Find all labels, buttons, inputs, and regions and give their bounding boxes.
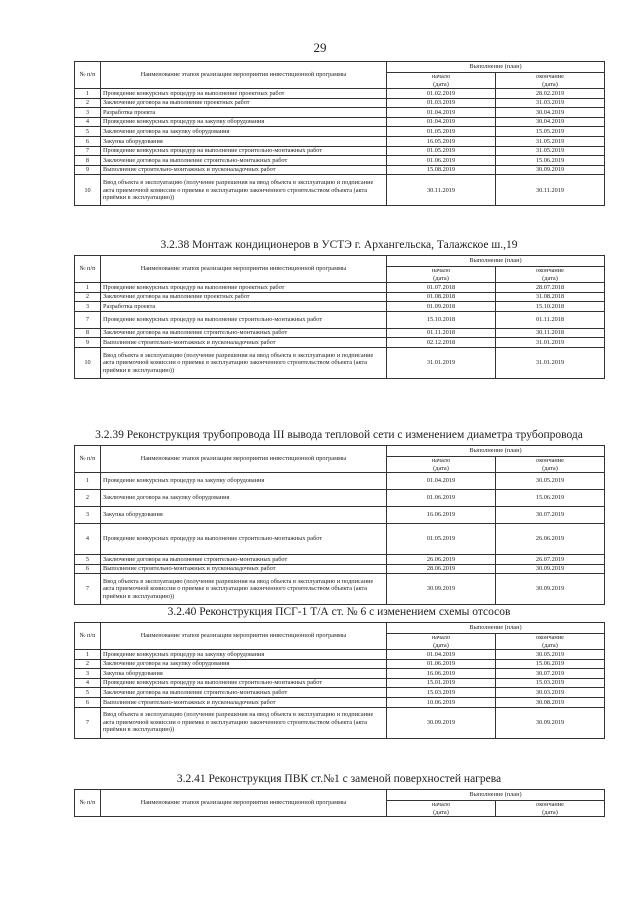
row-start-date: 01.07.2018 — [387, 283, 496, 293]
header-name: Наименование этапов реализации мероприятия инвестиционной программы — [101, 790, 387, 817]
header-start: начало (дата) — [387, 457, 496, 473]
row-start-date: 01.04.2019 — [387, 117, 496, 127]
header-num: № п/п — [75, 623, 101, 650]
header-end: окончание (дата) — [496, 73, 605, 89]
row-end-date: 15.10.2018 — [496, 302, 605, 312]
row-number: 8 — [75, 156, 101, 166]
table-row — [75, 98, 605, 108]
header-start: начало (дата) — [387, 73, 496, 89]
row-name: Проведение конкурсных процедур на выполнение строительно-монтажных работ — [101, 146, 387, 156]
schedule-table — [74, 622, 605, 739]
row-end-date: 15.06.2019 — [496, 490, 605, 507]
row-end-date: 31.01.2019 — [496, 347, 605, 378]
row-end-date: 30.04.2019 — [496, 117, 605, 127]
header-exec: Выполнение (план) — [387, 790, 605, 801]
row-end-date: 31.03.2019 — [496, 98, 605, 108]
row-number: 1 — [75, 650, 101, 660]
row-name: Проведение конкурсных процедур на выполнение проектных работ — [101, 283, 387, 293]
table-row — [75, 127, 605, 137]
row-end-date: 31.05.2019 — [496, 146, 605, 156]
row-number: 6 — [75, 564, 101, 574]
row-name: Проведение конкурсных процедур на выполнение проектных работ — [101, 89, 387, 99]
section-2 — [74, 238, 604, 379]
row-start-date: 16.06.2019 — [387, 507, 496, 524]
header-num: № п/п — [75, 62, 101, 89]
row-start-date: 01.06.2019 — [387, 659, 496, 669]
row-end-date: 31.08.2018 — [496, 292, 605, 302]
table-row — [75, 283, 605, 293]
header-exec: Выполнение (план) — [387, 623, 605, 634]
row-end-date: 15.06.2019 — [496, 659, 605, 669]
header-name: Наименование этапов реализации мероприятия инвестиционной программы — [101, 623, 387, 650]
section-4 — [74, 605, 604, 739]
row-start-date: 01.04.2019 — [387, 473, 496, 490]
table-row — [75, 678, 605, 688]
schedule-table — [74, 61, 605, 206]
row-name: Ввод объекта в эксплуатацию (получение разрешения на ввод объекта в эксплуатацию и подписание акта приемочной комиссии о приемке в эксплуатацию законченного строительством объекта (акта приёмки в эксплуатацию)) — [101, 347, 387, 378]
table-row — [75, 136, 605, 146]
row-number: 1 — [75, 283, 101, 293]
row-name: Ввод объекта в эксплуатацию (получение разрешения на ввод объекта в эксплуатацию и подписание акта приемочной комиссии о приемке в эксплуатацию законченного строительством объекта (акта приёмки в эксплуатацию)) — [101, 707, 387, 738]
row-name: Проведение конкурсных процедур на выполнение строительно-монтажных работ — [101, 524, 387, 555]
row-number: 3 — [75, 669, 101, 679]
table-row — [75, 311, 605, 328]
row-name: Ввод объекта в эксплуатацию (получение разрешения на ввод объекта в эксплуатацию и подписание акта приемочной комиссии о приемке в эксплуатацию законченного строительством объекта (акта приёмки в эксплуатацию)) — [101, 574, 387, 605]
row-name: Выполнение строительно-монтажных и пусконаладочных работ — [101, 165, 387, 175]
row-number: 6 — [75, 697, 101, 707]
row-start-date: 01.05.2019 — [387, 146, 496, 156]
row-start-date: 16.05.2019 — [387, 136, 496, 146]
row-end-date: 30.09.2019 — [496, 707, 605, 738]
row-start-date: 01.09.2018 — [387, 302, 496, 312]
row-start-date: 15.01.2019 — [387, 678, 496, 688]
row-number: 4 — [75, 678, 101, 688]
row-end-date: 30.11.2018 — [496, 328, 605, 338]
row-number: 7 — [75, 311, 101, 328]
row-start-date: 10.06.2019 — [387, 697, 496, 707]
header-exec: Выполнение (план) — [387, 256, 605, 267]
table-row — [75, 117, 605, 127]
table-row — [75, 156, 605, 166]
row-end-date: 30.09.2019 — [496, 165, 605, 175]
row-end-date: 15.06.2019 — [496, 156, 605, 166]
table-row — [75, 650, 605, 660]
row-name: Проведение конкурсных процедур на закупку оборудования — [101, 117, 387, 127]
row-number: 5 — [75, 688, 101, 698]
table-row — [75, 697, 605, 707]
section-title: 3.2.38 Монтаж кондиционеров в УСТЭ г. Архангельска, Талажское ш.,19 — [160, 239, 518, 251]
row-start-date: 01.06.2019 — [387, 490, 496, 507]
row-end-date: 30.03.2019 — [496, 688, 605, 698]
table-row — [75, 108, 605, 118]
row-name: Заключение договора на выполнение строительно-монтажных работ — [101, 156, 387, 166]
row-start-date: 30.11.2019 — [387, 175, 496, 206]
table-row — [75, 707, 605, 738]
table-row — [75, 669, 605, 679]
row-number: 4 — [75, 524, 101, 555]
row-start-date: 15.03.2019 — [387, 688, 496, 698]
row-number: 10 — [75, 347, 101, 378]
row-start-date: 15.08.2019 — [387, 165, 496, 175]
row-name: Разработка проекта — [101, 108, 387, 118]
table-row — [75, 302, 605, 312]
row-name: Заключение договора на выполнение строительно-монтажных работ — [101, 555, 387, 565]
row-end-date: 30.05.2019 — [496, 650, 605, 660]
row-number: 3 — [75, 507, 101, 524]
schedule-table — [74, 255, 605, 379]
row-name: Закупка оборудования — [101, 669, 387, 679]
row-end-date: 30.05.2019 — [496, 473, 605, 490]
row-number: 1 — [75, 473, 101, 490]
page-number: 29 — [313, 40, 327, 55]
row-number: 7 — [75, 146, 101, 156]
row-end-date: 01.11.2018 — [496, 311, 605, 328]
header-exec: Выполнение (план) — [387, 62, 605, 73]
row-start-date: 01.02.2019 — [387, 89, 496, 99]
table-row — [75, 328, 605, 338]
row-start-date: 16.06.2019 — [387, 669, 496, 679]
row-end-date: 26.06.2019 — [496, 524, 605, 555]
table-row — [75, 524, 605, 555]
row-number: 4 — [75, 117, 101, 127]
header-name: Наименование этапов реализации мероприятия инвестиционной программы — [101, 62, 387, 89]
table-row — [75, 347, 605, 378]
row-start-date: 01.05.2019 — [387, 127, 496, 137]
header-end: окончание (дата) — [496, 267, 605, 283]
row-number: 3 — [75, 302, 101, 312]
row-end-date: 31.05.2019 — [496, 136, 605, 146]
header-num: № п/п — [75, 446, 101, 473]
row-number: 9 — [75, 165, 101, 175]
table-row — [75, 338, 605, 348]
row-number: 9 — [75, 338, 101, 348]
row-name: Ввод объекта в эксплуатацию (получение разрешения на ввод объекта в эксплуатацию и подписание акта приемочной комиссии о приемке в эксплуатацию законченного строительством объекта (акта приёмки в эксплуатацию)) — [101, 175, 387, 206]
row-number: 6 — [75, 136, 101, 146]
header-name: Наименование этапов реализации мероприятия инвестиционной программы — [101, 256, 387, 283]
row-name: Заключение договора на выполнение строительно-монтажных работ — [101, 328, 387, 338]
section-title: 3.2.39 Реконструкция трубопровода III вывода тепловой сети с изменением диаметра трубопровода — [95, 429, 583, 441]
row-end-date: 15.03.2019 — [496, 678, 605, 688]
row-name: Проведение конкурсных процедур на закупку оборудования — [101, 650, 387, 660]
row-start-date: 01.05.2019 — [387, 524, 496, 555]
row-number: 3 — [75, 108, 101, 118]
row-end-date: 15.05.2019 — [496, 127, 605, 137]
row-name: Заключение договора на выполнение проектных работ — [101, 292, 387, 302]
row-end-date: 28.07.2018 — [496, 283, 605, 293]
table-row — [75, 89, 605, 99]
row-start-date: 01.03.2019 — [387, 98, 496, 108]
header-name: Наименование этапов реализации мероприятия инвестиционной программы — [101, 446, 387, 473]
row-start-date: 02.12.2018 — [387, 338, 496, 348]
table-row — [75, 507, 605, 524]
header-end: окончание (дата) — [496, 801, 605, 817]
row-start-date: 01.08.2018 — [387, 292, 496, 302]
header-start: начало (дата) — [387, 634, 496, 650]
row-end-date: 30.07.2019 — [496, 669, 605, 679]
row-name: Проведение конкурсных процедур на закупку оборудования — [101, 473, 387, 490]
section-title: 3.2.41 Реконструкция ПВК ст.№1 с заменой поверхностей нагрева — [176, 773, 502, 785]
header-exec: Выполнение (план) — [387, 446, 605, 457]
row-start-date: 01.06.2019 — [387, 156, 496, 166]
section-title: 3.2.40 Реконструкция ПСГ-1 Т/А ст. № 6 с изменением схемы отсосов — [167, 606, 511, 618]
row-number: 2 — [75, 98, 101, 108]
row-end-date: 30.09.2019 — [496, 574, 605, 605]
row-number: 1 — [75, 89, 101, 99]
schedule-table — [74, 445, 605, 605]
row-start-date: 15.10.2018 — [387, 311, 496, 328]
row-number: 2 — [75, 292, 101, 302]
row-number: 10 — [75, 175, 101, 206]
row-start-date: 01.04.2019 — [387, 650, 496, 660]
row-number: 8 — [75, 328, 101, 338]
row-name: Заключение договора на закупку оборудования — [101, 490, 387, 507]
table-row — [75, 555, 605, 565]
header-end: окончание (дата) — [496, 457, 605, 473]
row-start-date: 31.01.2019 — [387, 347, 496, 378]
table-row — [75, 574, 605, 605]
row-end-date: 28.02.2019 — [496, 89, 605, 99]
row-start-date: 01.04.2019 — [387, 108, 496, 118]
row-start-date: 28.06.2019 — [387, 564, 496, 574]
row-name: Закупка оборудования — [101, 507, 387, 524]
row-number: 2 — [75, 659, 101, 669]
row-end-date: 30.11.2019 — [496, 175, 605, 206]
table-row — [75, 473, 605, 490]
row-name: Выполнение строительно-монтажных и пусконаладочных работ — [101, 697, 387, 707]
table-row — [75, 688, 605, 698]
header-num: № п/п — [75, 790, 101, 817]
row-end-date: 30.08.2019 — [496, 697, 605, 707]
row-start-date: 26.06.2019 — [387, 555, 496, 565]
header-start: начало (дата) — [387, 267, 496, 283]
row-number: 2 — [75, 490, 101, 507]
row-number: 5 — [75, 127, 101, 137]
row-name: Заключение договора на закупку оборудования — [101, 127, 387, 137]
row-name: Заключение договора на выполнение строительно-монтажных работ — [101, 688, 387, 698]
header-num: № п/п — [75, 256, 101, 283]
schedule-table — [74, 789, 605, 817]
row-end-date: 26.07.2019 — [496, 555, 605, 565]
section-3 — [74, 428, 604, 605]
table-row — [75, 490, 605, 507]
table-row — [75, 564, 605, 574]
row-name: Разработка проекта — [101, 302, 387, 312]
table-row — [75, 659, 605, 669]
row-name: Выполнение строительно-монтажных и пусконаладочных работ — [101, 338, 387, 348]
row-number: 7 — [75, 574, 101, 605]
table-row — [75, 146, 605, 156]
row-name: Проведение конкурсных процедур на выполнение строительно-монтажных работ — [101, 311, 387, 328]
row-start-date: 01.11.2018 — [387, 328, 496, 338]
table-row — [75, 165, 605, 175]
row-start-date: 30.09.2019 — [387, 574, 496, 605]
row-end-date: 31.01.2019 — [496, 338, 605, 348]
section-1 — [74, 61, 604, 206]
table-row — [75, 292, 605, 302]
row-name: Заключение договора на выполнение проектных работ — [101, 98, 387, 108]
row-number: 7 — [75, 707, 101, 738]
row-end-date: 30.09.2019 — [496, 564, 605, 574]
header-end: окончание (дата) — [496, 634, 605, 650]
row-end-date: 30.07.2019 — [496, 507, 605, 524]
row-name: Заключение договора на закупку оборудования — [101, 659, 387, 669]
row-name: Проведение конкурсных процедур на выполнение строительно-монтажных работ — [101, 678, 387, 688]
section-5 — [74, 772, 604, 817]
row-name: Закупка оборудования — [101, 136, 387, 146]
row-name: Выполнение строительно-монтажных и пусконаладочных работ — [101, 564, 387, 574]
row-number: 5 — [75, 555, 101, 565]
header-start: начало (дата) — [387, 801, 496, 817]
row-end-date: 30.04.2019 — [496, 108, 605, 118]
table-row — [75, 175, 605, 206]
row-start-date: 30.09.2019 — [387, 707, 496, 738]
